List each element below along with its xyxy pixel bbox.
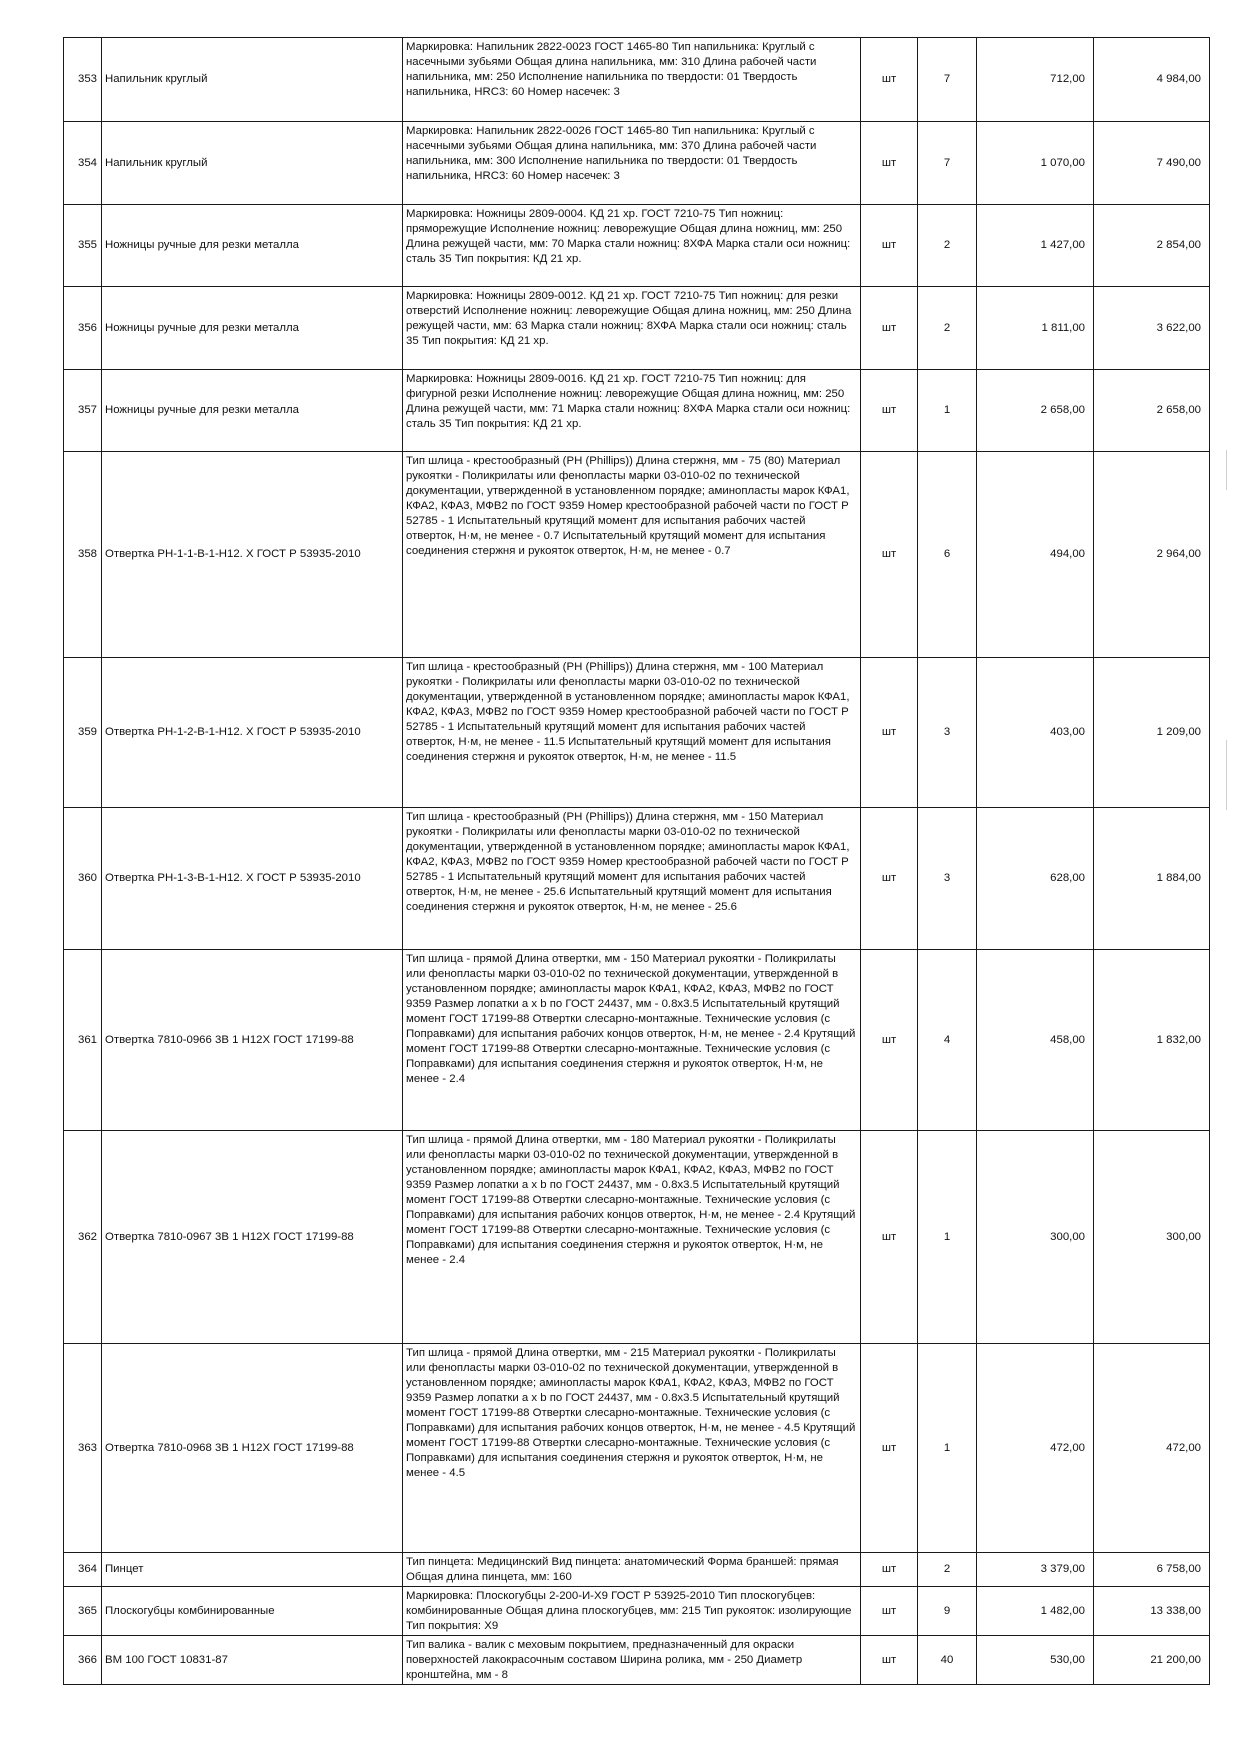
table-row — [64, 1553, 1210, 1587]
item-total: 2 658,00 — [1094, 370, 1210, 452]
row-number: 353 — [64, 38, 102, 122]
item-spec: Маркировка: Ножницы 2809-0004. КД 21 хр. ГОСТ 7210-75 Тип ножниц: пряморежущие Исполнение ножниц: леворежущие Общая длина ножниц, мм: 250 Длина режущей части, мм: 70 Марка стали ножниц: 8ХФА Марка стали оси ножниц: сталь 35 Тип покрытия: КД 21 хр. — [403, 205, 861, 287]
item-name: Пинцет — [102, 1553, 403, 1587]
item-spec: Тип шлица - крестообразный (PH (Phillips)) Длина стержня, мм - 100 Материал рукоятки - Поликрилаты или фенопласты марки 03-010-02 по технической документации, утвержденной в установленном порядке; аминопласты марок КФА1, КФА2, КФА3, МФВ2 по ГОСТ 9359 Номер крестообразной рабочей части по ГОСТ Р 52785 - 1 Испытательный крутящий момент для испытания рабочих частей отверток, Н·м, не менее - 11.5 Испытательный крутящий момент для испытания соединения стержня и рукояток отверток, Н·м, не менее - 11.5 — [403, 658, 861, 808]
row-number: 360 — [64, 808, 102, 950]
item-total: 6 758,00 — [1094, 1553, 1210, 1587]
item-spec: Маркировка: Ножницы 2809-0012. КД 21 хр. ГОСТ 7210-75 Тип ножниц: для резки отверстий Исполнение ножниц: леворежущие Общая длина ножниц, мм: 250 Длина режущей части, мм: 63 Марка стали ножниц: 8ХФА Марка стали оси ножниц: сталь 35 Тип покрытия: КД 21 хр. — [403, 287, 861, 370]
item-unit: шт — [861, 808, 918, 950]
item-spec: Тип шлица - крестообразный (PH (Phillips)) Длина стержня, мм - 75 (80) Материал рукоятки - Поликрилаты или фенопласты марки 03-010-02 по технической документации, утвержденной в установленном порядке; аминопласты марок КФА1, КФА2, КФА3, МФВ2 по ГОСТ 9359 Номер крестообразной рабочей части по ГОСТ Р 52785 - 1 Испытательный крутящий момент для испытания рабочих частей отверток, Н·м, не менее - 0.7 Испытательный крутящий момент для испытания соединения стержня и рукояток отверток, Н·м, не менее - 0.7 — [403, 452, 861, 658]
item-spec: Тип шлица - прямой Длина отвертки, мм - 180 Материал рукоятки - Поликрилаты или фенопласты марки 03-010-02 по технической документации, утвержденной в установленном порядке; аминопласты марок КФА1, КФА2, КФА3, МФВ2 по ГОСТ 9359 Размер лопатки а х b по ГОСТ 24437, мм - 0.8х3.5 Испытательный крутящий момент ГОСТ 17199-88 Отвертки слесарно-монтажные. Технические условия (с Поправками) для испытания рабочих концов отверток, Н·м, не менее - 2.4 Крутящий момент ГОСТ 17199-88 Отвертки слесарно-монтажные. Технические условия (с Поправками) для испытания соединения стержня и рукояток отверток, Н·м, не менее - 2.4 — [403, 1131, 861, 1344]
item-price: 628,00 — [977, 808, 1094, 950]
item-unit: шт — [861, 1553, 918, 1587]
item-quantity: 1 — [918, 370, 977, 452]
item-total: 2 964,00 — [1094, 452, 1210, 658]
item-quantity: 7 — [918, 122, 977, 205]
item-name: ВМ 100 ГОСТ 10831-87 — [102, 1636, 403, 1685]
item-spec: Тип валика - валик с меховым покрытием, предназначенный для окраски поверхностей лакокрасочным составом Ширина ролика, мм - 250 Диаметр кронштейна, мм - 8 — [403, 1636, 861, 1685]
item-price: 494,00 — [977, 452, 1094, 658]
item-total: 1 209,00 — [1094, 658, 1210, 808]
row-number: 366 — [64, 1636, 102, 1685]
item-spec: Маркировка: Напильник 2822-0026 ГОСТ 1465-80 Тип напильника: Круглый с насечными зубьями Общая длина напильника, мм: 370 Длина рабочей части напильника, мм: 300 Исполнение напильника по твердости: 01 Твердость напильника, HRC3: 60 Номер насечек: 3 — [403, 122, 861, 205]
item-unit: шт — [861, 122, 918, 205]
item-name: Отвертка 7810-0966 3В 1 Н12Х ГОСТ 17199-88 — [102, 950, 403, 1131]
item-spec: Тип шлица - крестообразный (PH (Phillips)) Длина стержня, мм - 150 Материал рукоятки - Поликрилаты или фенопласты марки 03-010-02 по технической документации, утвержденной в установленном порядке; аминопласты марок КФА1, КФА2, КФА3, МФВ2 по ГОСТ 9359 Номер крестообразной рабочей части по ГОСТ Р 52785 - 1 Испытательный крутящий момент для испытания рабочих частей отверток, Н·м, не менее - 25.6 Испытательный крутящий момент для испытания соединения стержня и рукояток отверток, Н·м, не менее - 25.6 — [403, 808, 861, 950]
table-row — [64, 1587, 1210, 1636]
row-number: 358 — [64, 452, 102, 658]
item-quantity: 6 — [918, 452, 977, 658]
item-total: 472,00 — [1094, 1344, 1210, 1553]
item-unit: шт — [861, 370, 918, 452]
row-number: 355 — [64, 205, 102, 287]
item-price: 403,00 — [977, 658, 1094, 808]
item-name: Ножницы ручные для резки металла — [102, 205, 403, 287]
item-total: 300,00 — [1094, 1131, 1210, 1344]
item-spec: Тип пинцета: Медицинский Вид пинцета: анатомический Форма браншей: прямая Общая длина пинцета, мм: 160 — [403, 1553, 861, 1587]
row-number: 354 — [64, 122, 102, 205]
item-spec: Маркировка: Напильник 2822-0023 ГОСТ 1465-80 Тип напильника: Круглый с насечными зубьями Общая длина напильника, мм: 310 Длина рабочей части напильника, мм: 250 Исполнение напильника по твердости: 01 Твердость напильника, HRC3: 60 Номер насечек: 3 — [403, 38, 861, 122]
row-number: 361 — [64, 950, 102, 1131]
row-number: 363 — [64, 1344, 102, 1553]
row-number: 365 — [64, 1587, 102, 1636]
row-number: 357 — [64, 370, 102, 452]
item-name: Отвертка PH-1-3-B-1-H12. X ГОСТ Р 53935-2010 — [102, 808, 403, 950]
table-row — [64, 950, 1210, 1131]
item-unit: шт — [861, 452, 918, 658]
item-quantity: 1 — [918, 1344, 977, 1553]
table-row — [64, 658, 1210, 808]
item-quantity: 7 — [918, 38, 977, 122]
item-spec: Маркировка: Ножницы 2809-0016. КД 21 хр. ГОСТ 7210-75 Тип ножниц: для фигурной резки Исполнение ножниц: леворежущие Общая длина ножниц, мм: 250 Длина режущей части, мм: 71 Марка стали ножниц: 8ХФА Марка стали оси ножниц: сталь 35 Тип покрытия: КД 21 хр. — [403, 370, 861, 452]
item-price: 472,00 — [977, 1344, 1094, 1553]
table-row — [64, 808, 1210, 950]
item-total: 3 622,00 — [1094, 287, 1210, 370]
item-unit: шт — [861, 950, 918, 1131]
scan-artifact — [1226, 740, 1227, 810]
table-row — [64, 452, 1210, 658]
table-row — [64, 370, 1210, 452]
item-total: 2 854,00 — [1094, 205, 1210, 287]
item-quantity: 4 — [918, 950, 977, 1131]
item-unit: шт — [861, 1636, 918, 1685]
item-name: Плоскогубцы комбинированные — [102, 1587, 403, 1636]
item-name: Отвертка 7810-0968 3В 1 Н12Х ГОСТ 17199-88 — [102, 1344, 403, 1553]
table-row — [64, 287, 1210, 370]
item-unit: шт — [861, 1587, 918, 1636]
item-quantity: 40 — [918, 1636, 977, 1685]
item-spec: Тип шлица - прямой Длина отвертки, мм - 215 Материал рукоятки - Поликрилаты или фенопласты марки 03-010-02 по технической документации, утвержденной в установленном порядке; аминопласты марок КФА1, КФА2, КФА3, МФВ2 по ГОСТ 9359 Размер лопатки а х b по ГОСТ 24437, мм - 0.8х3.5 Испытательный крутящий момент ГОСТ 17199-88 Отвертки слесарно-монтажные. Технические условия (с Поправками) для испытания рабочих концов отверток, Н·м, не менее - 4.5 Крутящий момент ГОСТ 17199-88 Отвертки слесарно-монтажные. Технические условия (с Поправками) для испытания соединения стержня и рукояток отверток, Н·м, не менее - 4.5 — [403, 1344, 861, 1553]
row-number: 364 — [64, 1553, 102, 1587]
table-row — [64, 1131, 1210, 1344]
item-price: 1 427,00 — [977, 205, 1094, 287]
table-row — [64, 38, 1210, 122]
item-name: Ножницы ручные для резки металла — [102, 370, 403, 452]
item-unit: шт — [861, 205, 918, 287]
item-quantity: 1 — [918, 1131, 977, 1344]
item-quantity: 2 — [918, 205, 977, 287]
item-total: 13 338,00 — [1094, 1587, 1210, 1636]
item-spec: Маркировка: Плоскогубцы 2-200-И-Х9 ГОСТ Р 53925-2010 Тип плоскогубцев: комбинированные Общая длина плоскогубцев, мм: 215 Тип рукояток: изолирующие Тип покрытия: Х9 — [403, 1587, 861, 1636]
item-unit: шт — [861, 658, 918, 808]
item-price: 3 379,00 — [977, 1553, 1094, 1587]
item-price: 1 811,00 — [977, 287, 1094, 370]
item-name: Напильник круглый — [102, 122, 403, 205]
item-total: 7 490,00 — [1094, 122, 1210, 205]
item-quantity: 2 — [918, 1553, 977, 1587]
item-unit: шт — [861, 38, 918, 122]
item-quantity: 9 — [918, 1587, 977, 1636]
item-price: 300,00 — [977, 1131, 1094, 1344]
item-quantity: 3 — [918, 658, 977, 808]
item-price: 530,00 — [977, 1636, 1094, 1685]
item-unit: шт — [861, 287, 918, 370]
table-row — [64, 205, 1210, 287]
row-number: 362 — [64, 1131, 102, 1344]
item-total: 4 984,00 — [1094, 38, 1210, 122]
item-total: 1 832,00 — [1094, 950, 1210, 1131]
scan-artifact — [1226, 450, 1227, 490]
item-name: Отвертка 7810-0967 3В 1 Н12Х ГОСТ 17199-88 — [102, 1131, 403, 1344]
item-quantity: 3 — [918, 808, 977, 950]
row-number: 356 — [64, 287, 102, 370]
item-price: 2 658,00 — [977, 370, 1094, 452]
item-price: 712,00 — [977, 38, 1094, 122]
items-table-body — [64, 38, 1210, 1685]
item-name: Ножницы ручные для резки металла — [102, 287, 403, 370]
item-spec: Тип шлица - прямой Длина отвертки, мм - 150 Материал рукоятки - Поликрилаты или фенопласты марки 03-010-02 по технической документации, утвержденной в установленном порядке; аминопласты марок КФА1, КФА2, КФА3, МФВ2 по ГОСТ 9359 Размер лопатки а х b по ГОСТ 24437, мм - 0.8х3.5 Испытательный крутящий момент ГОСТ 17199-88 Отвертки слесарно-монтажные. Технические условия (с Поправками) для испытания рабочих концов отверток, Н·м, не менее - 2.4 Крутящий момент ГОСТ 17199-88 Отвертки слесарно-монтажные. Технические условия (с Поправками) для испытания соединения стержня и рукояток отверток, Н·м, не менее - 2.4 — [403, 950, 861, 1131]
item-price: 1 482,00 — [977, 1587, 1094, 1636]
table-row — [64, 1636, 1210, 1685]
item-unit: шт — [861, 1131, 918, 1344]
items-table — [63, 37, 1210, 1685]
item-name: Напильник круглый — [102, 38, 403, 122]
table-row — [64, 122, 1210, 205]
row-number: 359 — [64, 658, 102, 808]
item-price: 1 070,00 — [977, 122, 1094, 205]
item-quantity: 2 — [918, 287, 977, 370]
item-name: Отвертка PH-1-2-B-1-H12. X ГОСТ Р 53935-2010 — [102, 658, 403, 808]
item-price: 458,00 — [977, 950, 1094, 1131]
item-total: 21 200,00 — [1094, 1636, 1210, 1685]
item-unit: шт — [861, 1344, 918, 1553]
item-name: Отвертка PH-1-1-B-1-H12. X ГОСТ Р 53935-2010 — [102, 452, 403, 658]
table-row — [64, 1344, 1210, 1553]
item-total: 1 884,00 — [1094, 808, 1210, 950]
